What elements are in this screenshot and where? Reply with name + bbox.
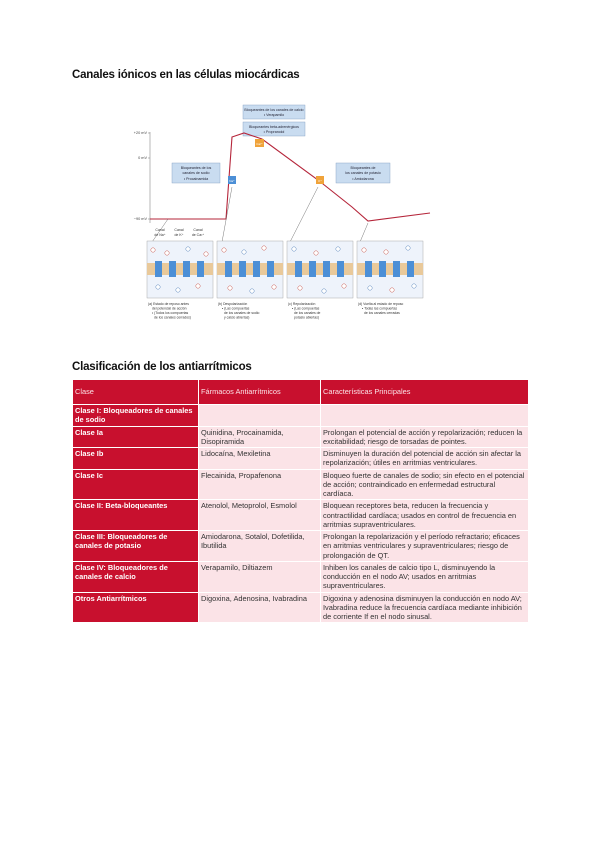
channel-label-na-1: Canal <box>155 228 165 232</box>
caption-d-2: • Todas las compuertas <box>362 306 398 311</box>
cell-caracteristicas: Digoxina y adenosina disminuyen la conducción en nodo AV; Ivabradina reduce la frecuencia cardíaca mediante inhibición de corriente If en el nodo sinusal. <box>321 592 529 623</box>
marker-sodium-label: Na⁺ <box>229 179 235 183</box>
caption-a-2: del potencial de acción <box>152 306 187 311</box>
caption-b-2: • (Las compuertas <box>222 306 250 311</box>
channel-label-ca-2: de Ca²⁺ <box>191 233 205 237</box>
cell-caracteristicas: Bloqueo fuerte de canales de sodio; sin efecto en el potencial de acción; contraindicado en enfermedad estructural cardíaca. <box>321 469 529 500</box>
connector-d <box>360 223 368 242</box>
box-sodium-blockers-drug: • Procainamida <box>183 177 209 181</box>
channel-label-na-2: de Na⁺ <box>154 233 166 237</box>
cell-farmacos: Amiodarona, Sotalol, Dofetilida, Ibutilida <box>199 531 321 562</box>
cell-farmacos: Digoxina, Adenosina, Ivabradina <box>199 592 321 623</box>
tick-minus90: −90 mV <box>133 217 147 221</box>
marker-potassium-label: K⁺ <box>318 179 322 183</box>
cell-clase: Otros Antiarrítmicos <box>73 592 199 623</box>
section-title-antiarrhythmics: Clasificación de los antiarrítmicos <box>72 361 252 373</box>
box-calcium-blockers-title: Bloqueantes de los canales de calcio <box>244 108 304 112</box>
box-beta-blockers-drug: • Propranolol <box>263 130 285 134</box>
caption-b-1: (b) Despolarización <box>218 302 248 306</box>
table-header-row <box>73 380 529 405</box>
caption-c-4: potasio abiertas) <box>294 315 320 320</box>
table-row <box>73 561 529 592</box>
cell-farmacos: Quinidina, Procainamida, Disopiramida <box>199 426 321 448</box>
cell-caracteristicas: Bloquean receptores beta, reducen la frecuencia y contractilidad cardíaca; usados en control de frecuencia en arritmias supraventriculares. <box>321 500 529 531</box>
antiarrhythmics-table <box>72 379 529 623</box>
box-calcium-blockers-drug: • Verapamilo <box>263 113 285 117</box>
tick-plus20: +20 mV <box>133 131 147 135</box>
box-potassium-blockers-line1: Bloqueantes de <box>350 166 376 170</box>
cell-caracteristicas: Prolongan la repolarización y el período refractario; eficaces en arritmias ventriculares y supraventriculares; riesgo de prolongación de QT. <box>321 531 529 562</box>
cell-caracteristicas: Prolongan el potencial de acción y repolarización; reducen la excitabilidad; riesgo de torsadas de pointes. <box>321 426 529 448</box>
table-row <box>73 592 529 623</box>
cell-caracteristicas: Disminuyen la duración del potencial de acción sin afectar la repolarización; útiles en arritmias ventriculares. <box>321 448 529 470</box>
cell-clase: Clase I: Bloqueadores de canales de sodio <box>73 405 199 427</box>
caption-a-1: (a) Estado de reposo antes <box>148 302 189 306</box>
caption-d-1: (d) Vuelta al estado de reposo <box>358 302 404 306</box>
panel-d <box>357 241 423 298</box>
cell-farmacos: Flecainida, Propafenona <box>199 469 321 500</box>
tick-zero: 0 mV <box>138 156 147 160</box>
table-row <box>73 448 529 470</box>
panel-c <box>287 241 353 298</box>
caption-c-3: de los canales de <box>294 311 321 315</box>
cell-clase: Clase Ic <box>73 469 199 500</box>
cell-clase: Clase III: Bloqueadores de canales de potasio <box>73 531 199 562</box>
channel-label-k-1: Canal <box>174 228 184 232</box>
box-beta-blockers-title: Bloqueantes beta-adrenérgicos <box>249 125 299 129</box>
caption-c-1: (c) Repolarización <box>288 302 316 306</box>
cell-clase: Clase Ib <box>73 448 199 470</box>
cell-farmacos <box>199 405 321 427</box>
cell-farmacos: Atenolol, Metoprolol, Esmolol <box>199 500 321 531</box>
table-row <box>73 500 529 531</box>
header-farmacos: Fármacos Antiarrítmicos <box>199 380 321 405</box>
cell-clase: Clase II: Beta-bloqueantes <box>73 500 199 531</box>
cell-farmacos: Verapamilo, Diltiazem <box>199 561 321 592</box>
cell-caracteristicas: Inhiben los canales de calcio tipo L, disminuyendo la conducción en el nodo AV; usados en arritmias supraventriculares. <box>321 561 529 592</box>
table-row <box>73 405 529 427</box>
channel-label-k-2: de K⁺ <box>174 233 184 237</box>
box-potassium-blockers-line2: los canales de potasio <box>345 171 381 175</box>
panel-a <box>147 241 213 298</box>
caption-d-3: de los canales cerradas <box>364 311 400 315</box>
header-clase: Clase <box>73 380 199 405</box>
marker-calcium-label: Ca²⁺ <box>256 142 263 146</box>
section-title-ion-channels: Canales iónicos en las células miocárdicas <box>72 69 300 81</box>
box-sodium-blockers-line2: canales de sodio <box>182 171 210 175</box>
caption-b-4: y calcio abiertas) <box>224 315 250 320</box>
cell-clase: Clase IV: Bloqueadores de canales de calcio <box>73 561 199 592</box>
table-row <box>73 531 529 562</box>
caption-c-2: • (Las compuertas <box>292 306 320 311</box>
ion-channel-figure <box>133 97 440 327</box>
connector-c <box>290 187 318 242</box>
cell-farmacos: Lidocaína, Mexiletina <box>199 448 321 470</box>
cell-clase: Clase Ia <box>73 426 199 448</box>
caption-a-3: • (Todos los compuertas <box>152 311 189 315</box>
cell-caracteristicas <box>321 405 529 427</box>
box-sodium-blockers-line1: Bloqueantes de los <box>180 166 212 170</box>
panel-b <box>217 241 283 298</box>
channel-label-ca-1: Canal <box>193 228 203 232</box>
table-row <box>73 426 529 448</box>
header-caracteristicas: Características Principales <box>321 380 529 405</box>
caption-b-3: de los canales de sodio <box>224 311 260 315</box>
table-row <box>73 469 529 500</box>
caption-a-4: de los canales cerrados) <box>154 315 191 320</box>
box-potassium-blockers-drug: • Amiodarona <box>352 177 374 181</box>
connector-b <box>222 187 232 242</box>
